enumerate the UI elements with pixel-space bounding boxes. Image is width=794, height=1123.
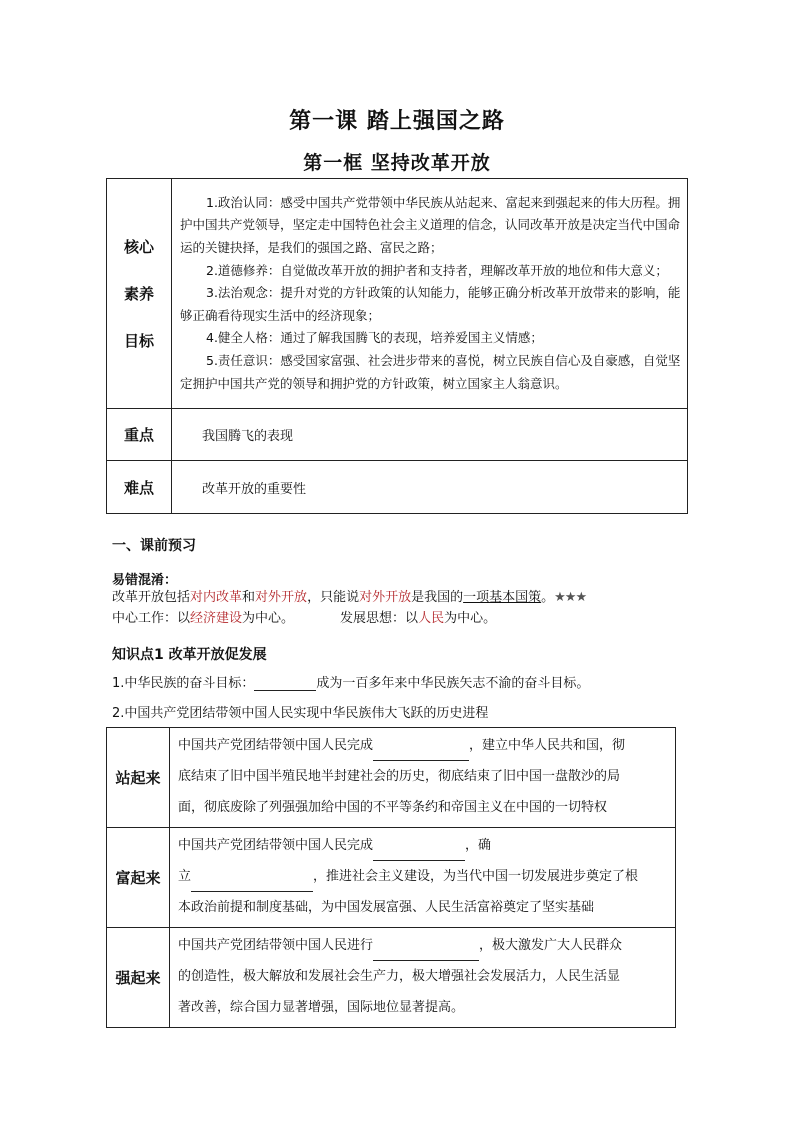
highlight-term: 经济建设 <box>190 611 243 626</box>
preview-heading: 一、课前预习 <box>112 538 196 554</box>
goals-label-line1: 核心 <box>123 238 154 256</box>
row-label: 强起来 <box>107 928 170 1028</box>
row-content: 中国共产党团结带领中国人民完成 ，确 立 ，推进社会主义建设，为当代中国一切发展进步奠定了根 本政治前提和制度基础，为中国发展富强、人民生活富裕奠定了坚实基础 <box>170 828 676 928</box>
row-content: 中国共产党团结带领中国人民完成 ，建立中华人民共和国，彻 底结束了旧中国半殖民地半封建社会的历史，彻底结束了旧中国一盘散沙的局 面，彻底废除了列强强加给中国的不平等条约和帝国主义在中国的一切特权 <box>170 728 676 828</box>
fill-blank[interactable] <box>373 948 479 961</box>
knowledge-heading: 知识点1 改革开放促发展 <box>112 647 267 663</box>
key-point-text: 我国腾飞的表现 <box>172 409 688 461</box>
underlined-term: 一项基本国策 <box>463 590 542 605</box>
question-1: 1.中华民族的奋斗目标： 成为一百多年来中华民族矢志不渝的奋斗目标。 <box>112 676 590 691</box>
goal-item: 1.政治认同：感受中国共产党带领中华民族从站起来、富起来到强起来的伟大历程。拥护中国共产党领导，坚定走中国特色社会主义道理的信念，认同改革开放是决定当代中国命运的关键抉择，是我们的强国之路、富民之路； <box>180 194 681 256</box>
fill-blank[interactable] <box>373 748 469 761</box>
goals-label-line3: 目标 <box>123 332 154 350</box>
goals-table <box>106 178 688 514</box>
confusion-label: 易错混淆： <box>112 573 178 588</box>
lesson-title: 第一课 踏上强国之路 <box>289 109 505 134</box>
goal-item: 4.健全人格：通过了解我国腾飞的表现，培养爱国主义情感； <box>206 330 543 346</box>
highlight-term: 对外开放 <box>255 590 308 605</box>
highlight-term: 人民 <box>418 611 445 626</box>
goal-item: 2.道德修养：自觉做改革开放的拥护者和支持者，理解改革开放的地位和伟大意义； <box>206 262 668 278</box>
goals-label-line2: 素养 <box>123 285 154 303</box>
confusion-line-2: 中心工作：以经济建设为中心。 发展思想：以人民为中心。 <box>112 611 497 626</box>
difficulty-text: 改革开放的重要性 <box>172 461 688 514</box>
goal-item: 3.法治观念：提升对党的方针政策的认知能力，能够正确分析改革开放带来的影响，能够正确看待现实生活中的经济现象； <box>180 285 681 323</box>
confusion-line-1: 改革开放包括对内改革和对外开放，只能说对外开放是我国的一项基本国策。★★★ <box>112 590 587 605</box>
goals-content <box>172 179 688 409</box>
row-content: 中国共产党团结带领中国人民进行 ，极大激发广大人民群众 的创造性，极大解放和发展社会生产力，极大增强社会发展活力，人民生活显 著改善，综合国力显著增强，国际地位显著提高。 <box>170 928 676 1028</box>
fill-blank[interactable] <box>254 678 316 691</box>
key-point-label: 重点 <box>107 409 172 461</box>
row-label: 站起来 <box>107 728 170 828</box>
star-icon: ★★★ <box>554 590 587 605</box>
goal-item: 5.责任意识：感受国家富强、社会进步带来的喜悦，树立民族自信心及自豪感，自觉坚定拥护中国共产党的领导和拥护党的方针政策，树立国家主人翁意识。 <box>180 352 681 391</box>
question-2: 2.中国共产党团结带领中国人民实现中华民族伟大飞跃的历史进程 <box>112 706 489 721</box>
section-subtitle: 第一框 坚持改革开放 <box>303 152 491 174</box>
highlight-term: 对外开放 <box>359 590 412 605</box>
highlight-term: 对内改革 <box>190 590 243 605</box>
difficulty-label: 难点 <box>107 461 172 514</box>
history-table <box>106 727 676 1028</box>
row-label: 富起来 <box>107 828 170 928</box>
fill-blank[interactable] <box>373 848 465 861</box>
core-goals-label <box>107 179 172 409</box>
fill-blank[interactable] <box>191 879 313 892</box>
